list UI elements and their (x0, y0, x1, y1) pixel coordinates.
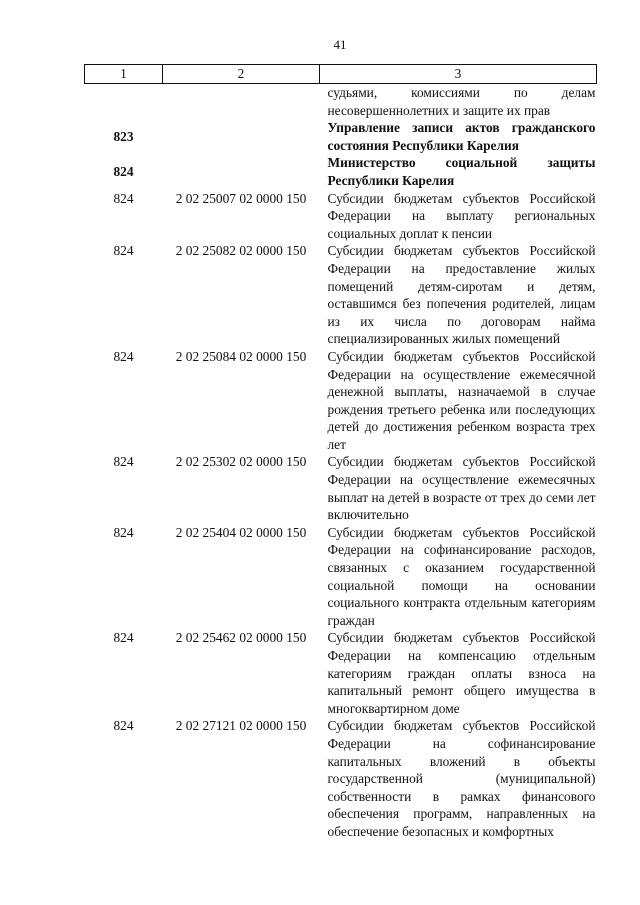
budget-classification-code: 2 02 27121 02 0000 150 (175, 718, 307, 734)
budget-classification-code (163, 154, 320, 189)
administrator-code: 824 (113, 630, 134, 646)
budget-codes-table (84, 64, 597, 841)
administrator-code (85, 84, 163, 120)
budget-classification-code: 2 02 25084 02 0000 150 (175, 348, 307, 364)
budget-classification-code: 2 02 25007 02 0000 150 (175, 190, 307, 206)
administrator-code: 824 (113, 718, 134, 734)
table-body (85, 84, 597, 841)
budget-classification-code (163, 84, 320, 120)
budget-classification-code: 2 02 25462 02 0000 150 (175, 630, 307, 646)
revenue-name: Субсидии бюджетам субъектов Российской Федерации на осуществление ежемесячной денежной выплаты, назначаемой в случае рождения третьего ребенка или последующих детей до достижения ребенком возраста трех лет (327, 348, 596, 452)
header-row (85, 65, 597, 84)
table-row (85, 629, 597, 717)
budget-classification-code: 2 02 25302 02 0000 150 (175, 454, 307, 470)
table-header (85, 65, 597, 84)
revenue-name: Субсидии бюджетам субъектов Российской Федерации на софинансирование расходов, связанных с оказанием государственной социальной помощи на основании социального контракта отдельным категориям граждан (327, 524, 596, 628)
administrator-code: 824 (113, 190, 134, 206)
administrator-code: 824 (113, 164, 134, 180)
table-row (85, 84, 597, 120)
revenue-name: Субсидии бюджетам субъектов Российской Федерации на выплату региональных социальных доплат к пенсии (327, 190, 596, 241)
table-row (85, 242, 597, 348)
page-number: 41 (333, 37, 347, 52)
header-col-3: 3 (320, 65, 597, 84)
revenue-name: Министерство социальной защиты Республики Карелия (327, 155, 596, 188)
administrator-code: 824 (113, 348, 134, 364)
header-col-2: 2 (163, 65, 320, 84)
table-row (85, 119, 597, 154)
table-row (85, 190, 597, 243)
revenue-name: Управление записи актов гражданского состояния Республики Карелия (327, 120, 596, 153)
table-row (85, 453, 597, 523)
table-row (85, 348, 597, 454)
budget-classification-code: 2 02 25404 02 0000 150 (175, 524, 307, 540)
revenue-name: судьями, комиссиями по делам несовершеннолетних и защите их прав (327, 85, 596, 118)
administrator-code: 824 (113, 243, 134, 259)
header-col-1: 1 (85, 65, 163, 84)
revenue-name: Субсидии бюджетам субъектов Российской Федерации на осуществление ежемесячных выплат на детей в возрасте от трех до семи лет включительно (327, 454, 596, 523)
table-row (85, 524, 597, 630)
budget-classification-code: 2 02 25082 02 0000 150 (175, 243, 307, 259)
budget-classification-code (163, 119, 320, 154)
revenue-name: Субсидии бюджетам субъектов Российской Федерации на софинансирование капитальных вложений в объекты государственной (муниципальной) собственности в рамках финансового обеспечения программ, направленных на обеспечение безопасных и комфортных (327, 718, 596, 839)
administrator-code: 824 (113, 524, 134, 540)
table-row (85, 717, 597, 840)
administrator-code: 823 (113, 129, 134, 145)
table-row (85, 154, 597, 189)
revenue-name: Субсидии бюджетам субъектов Российской Федерации на предоставление жилых помещений детям-сиротам и детям, оставшимся без попечения родителей, лицам из их числа по договорам найма специализированных жилых помещений (327, 243, 596, 347)
revenue-name: Субсидии бюджетам субъектов Российской Федерации на компенсацию отдельным категориям граждан оплаты взноса на капитальный ремонт общего имущества в многоквартирном доме (327, 630, 596, 716)
administrator-code: 824 (113, 454, 134, 470)
